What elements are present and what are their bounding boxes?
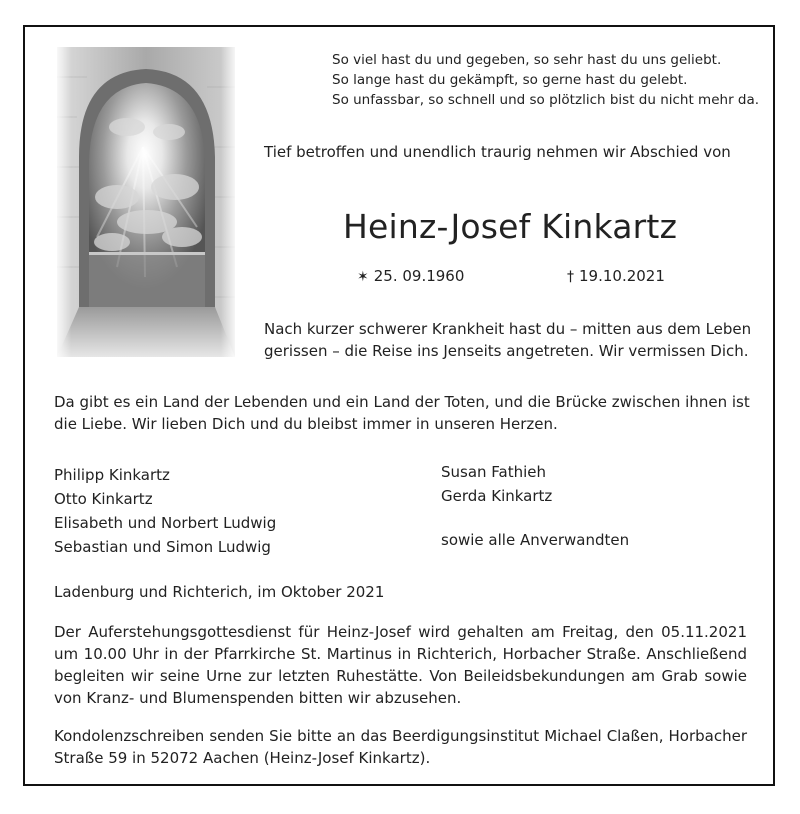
mourner-name: Elisabeth und Norbert Ludwig (54, 514, 277, 532)
love-paragraph (54, 391, 750, 435)
condolence-line: Kondolenzschreiben senden Sie bitte an das Beerdigungsinstitut Michael Claßen, Horbacher (54, 727, 747, 745)
condolence-line: Straße 59 in 52072 Aachen (Heinz-Josef Kinkartz). (54, 749, 431, 767)
death-date-value: 19.10.2021 (579, 267, 665, 285)
mourner-name: Otto Kinkartz (54, 490, 153, 508)
mourners-left (54, 463, 276, 559)
service-line: um 10.00 Uhr in der Pfarrkirche St. Martinus in Richterich, Horbacher Straße. Anschließend (54, 645, 747, 663)
mourner-name: Susan Fathieh (441, 463, 547, 481)
birth-date-value: 25. 09.1960 (373, 267, 465, 285)
service-line: Der Auferstehungsgottesdienst für Heinz-Josef wird gehalten am Freitag, den 05.11.2021 (54, 623, 747, 641)
illness-line: gerissen – die Reise ins Jenseits angetreten. Wir vermissen Dich. (264, 342, 749, 360)
service-line: von Kranz- und Blumenspenden bitten wir abzusehen. (54, 689, 462, 707)
mourner-name: Philipp Kinkartz (54, 466, 170, 484)
star-icon: ✶ (357, 269, 369, 285)
intro-text: Tief betroffen und unendlich traurig nehmen wir Abschied von (264, 143, 731, 161)
illness-text (264, 318, 751, 362)
birth-date (357, 267, 464, 285)
service-paragraph (54, 621, 747, 709)
paragraph-line: die Liebe. Wir lieben Dich und du bleibst immer in unseren Herzen. (54, 415, 558, 433)
poem-line: So unfassbar, so schnell und so plötzlich bist du nicht mehr da. (332, 92, 760, 108)
poem-line: So lange hast du gekämpft, so gerne hast du gelebt. (332, 72, 688, 88)
poem (332, 50, 759, 110)
deceased-name: Heinz-Josef Kinkartz (343, 207, 678, 246)
mourners-right (441, 460, 552, 508)
archway-photo (57, 47, 235, 357)
mourner-name: Gerda Kinkartz (441, 487, 553, 505)
service-line: begleiten wir seine Urne zur letzten Ruhestätte. Von Beileidsbekundungen am Grab sowie (54, 667, 747, 685)
condolence-paragraph (54, 725, 747, 769)
poem-line: So viel hast du und gegeben, so sehr hast du uns geliebt. (332, 52, 722, 68)
death-date (567, 267, 665, 285)
mourner-name: Sebastian und Simon Ludwig (54, 538, 271, 556)
paragraph-line: Da gibt es ein Land der Lebenden und ein Land der Toten, und die Brücke zwischen ihnen ist (54, 393, 750, 411)
cross-icon: † (567, 269, 574, 285)
place-date: Ladenburg und Richterich, im Oktober 2021 (54, 583, 385, 601)
illness-line: Nach kurzer schwerer Krankheit hast du – mitten aus dem Leben (264, 320, 752, 338)
relatives-text: sowie alle Anverwandten (441, 531, 630, 549)
